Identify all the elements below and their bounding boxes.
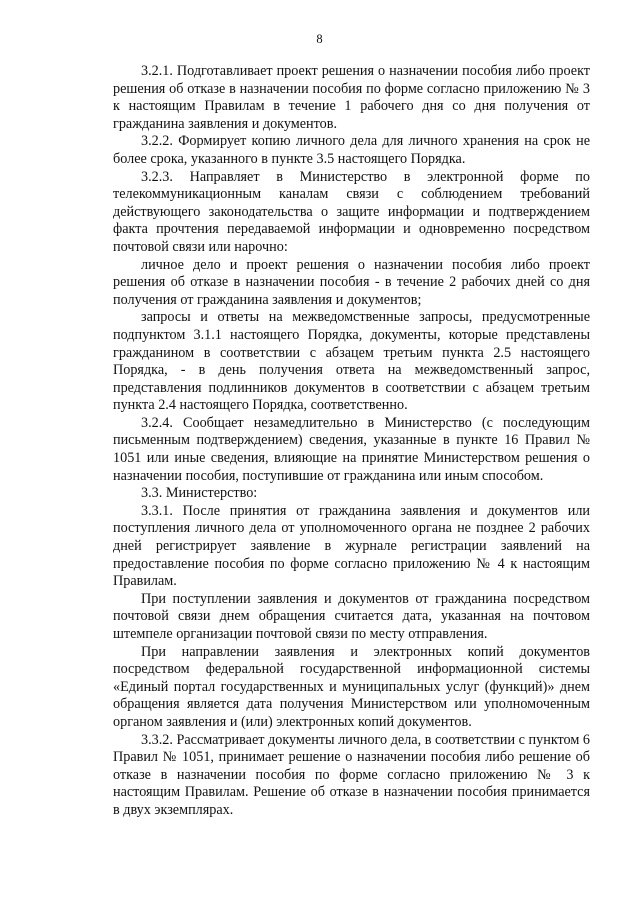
paragraph-electronic: При направлении заявления и электронных копий документов посредством федеральной государственной информационной системы «Единый портал государственных и муниципальных услуг (функций)» днем обращения является дата получения Министерством или уполномоченным органом заявления и (или) электронных копий документов. [113, 643, 590, 730]
page-number: 8 [316, 32, 323, 46]
paragraph-postal: При поступлении заявления и документов от гражданина посредством почтовой связи днем обращения считается дата, указанная на почтовом штемпеле организации почтовой связи по месту отправления. [113, 590, 590, 642]
paragraph-3-3: 3.3. Министерство: [141, 485, 258, 502]
document-body [113, 63, 590, 820]
paragraph-3-3-2: 3.3.2. Рассматривает документы личного дела, в соответствии с пунктом 6 Правил № 1051, принимает решение о назначении пособия либо решение об отказе в назначении пособия по форме согласно приложению № 3 к настоящим Правилам. Решение об отказе в назначении пособия принимается в двух экземплярах. [113, 731, 590, 818]
paragraph-requests: запросы и ответы на межведомственные запросы, предусмотренные подпунктом 3.1.1 настоящего Порядка, документы, которые представлены гражданином в соответствии с абзацем третьим пункта 2.5 настоящего Порядка, - в день получения ответа на межведомственный запрос, представления подлинников документов в соответствии с абзацем третьим пункта 2.4 настоящего Порядка, соответственно. [113, 309, 590, 414]
paragraph-3-2-4: 3.2.4. Сообщает незамедлительно в Министерство (с последующим письменным подтверждением) сведения, указанные в пункте 16 Правил № 1051 или иные сведения, влияющие на принятие Министерством решения о назначении пособия, поступившие от гражданина или иным способом. [113, 414, 590, 484]
paragraph-3-2-3: 3.2.3. Направляет в Министерство в электронной форме по телекоммуникационным каналам связи с соблюдением требований действующего законодательства о защите информации и подтверждением факта прочтения передаваемой информации и одновременно посредством почтовой связи или нарочно: [113, 168, 590, 255]
paragraph-3-3-1: 3.3.1. После принятия от гражданина заявления и документов или поступления личного дела от уполномоченного органа не позднее 2 рабочих дней регистрирует заявление в журнале регистрации заявлений на предоставление пособия по форме согласно приложению № 4 к настоящим Правилам. [113, 502, 590, 590]
paragraph-3-2-2: 3.2.2. Формирует копию личного дела для личного хранения на срок не более срока, указанного в пункте 3.5 настоящего Порядка. [113, 133, 590, 167]
paragraph-3-2-1: 3.2.1. Подготавливает проект решения о назначении пособия либо проект решения об отказе в назначении пособия по форме согласно приложению № 3 к настоящим Правилам в течение 1 рабочего дня со дня получения от гражданина заявления и документов. [113, 63, 590, 132]
paragraph-personal-file: личное дело и проект решения о назначении пособия либо проект решения об отказе в назначении пособия - в течение 2 рабочих дней со дня получения от гражданина заявления и документов; [113, 256, 590, 308]
